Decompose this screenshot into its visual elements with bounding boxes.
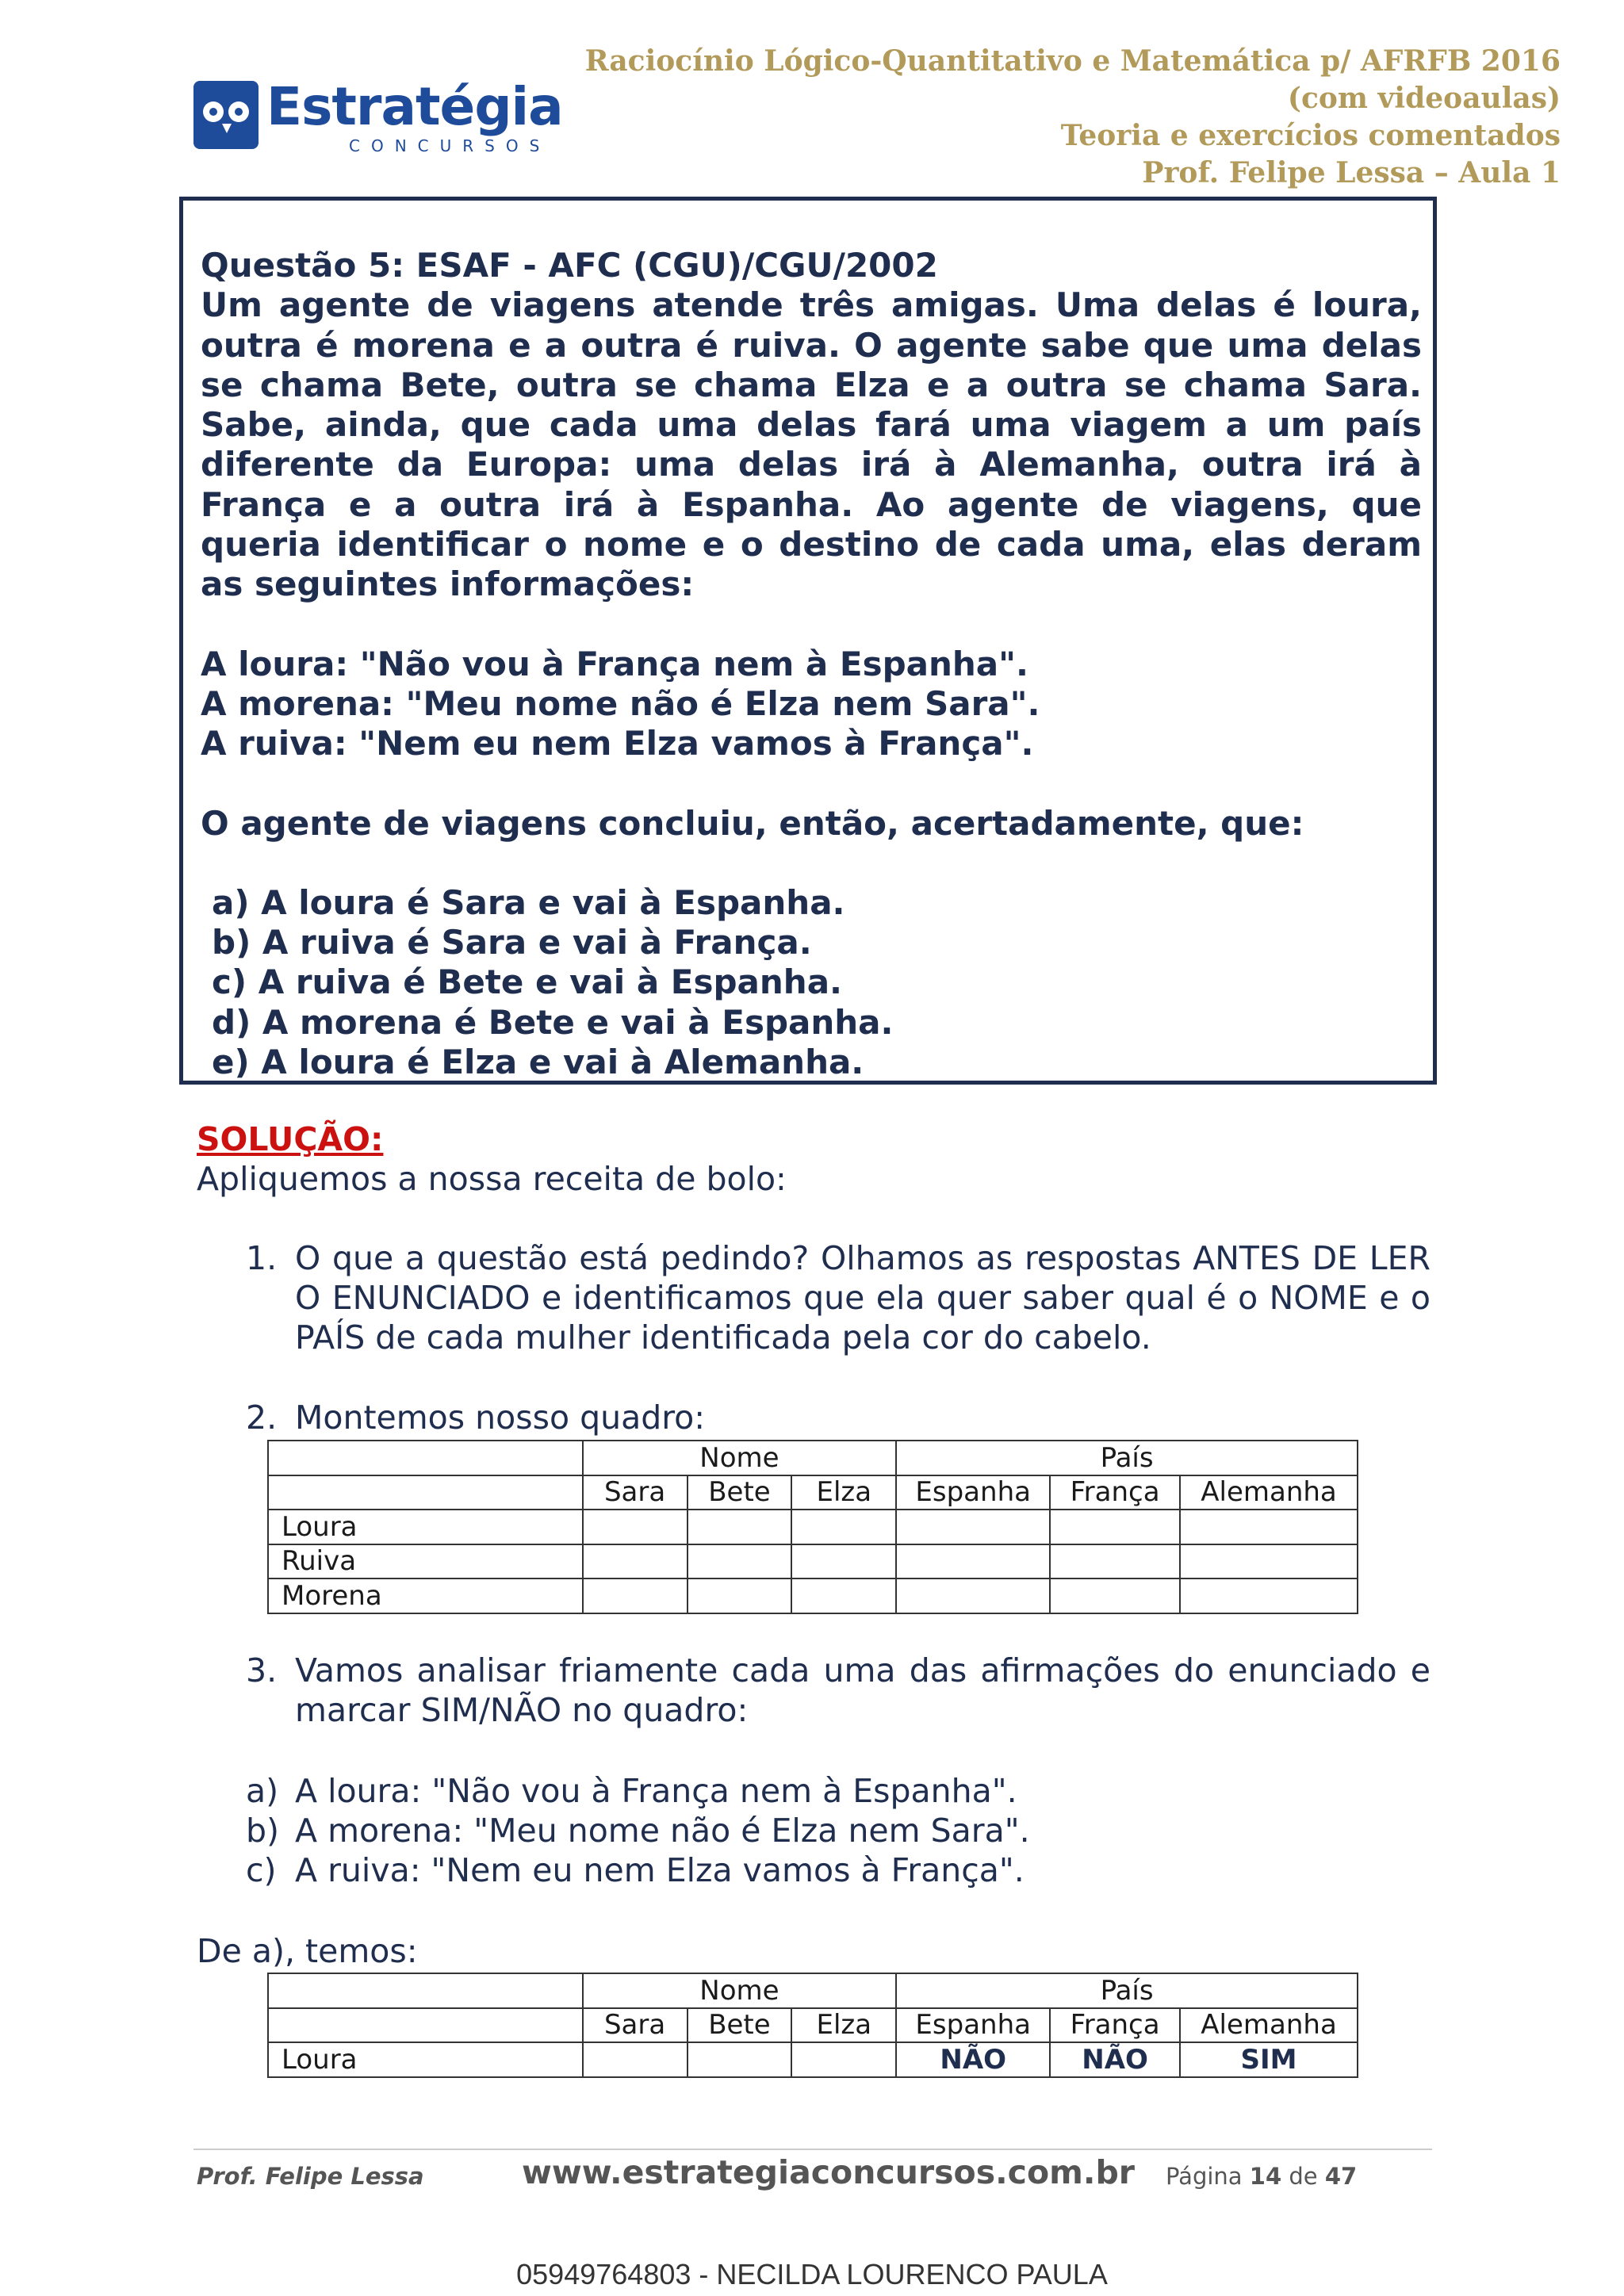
col-header: França xyxy=(1050,2008,1180,2043)
option-c: c) A ruiva é Bete e vai à Espanha. xyxy=(212,962,842,1002)
cell-value xyxy=(791,2042,896,2077)
solution-title: SOLUÇÃO: xyxy=(197,1120,384,1158)
option-b: b) A ruiva é Sara e vai à França. xyxy=(212,923,812,962)
col-header: Espanha xyxy=(896,2008,1050,2043)
question-prompt: O agente de viagens concluiu, então, acertadamente, que: xyxy=(201,803,1304,843)
item-label: c) xyxy=(246,1851,277,1889)
page-number: Página 14 de 47 xyxy=(1166,2163,1358,2190)
row-label: Ruiva xyxy=(268,1544,583,1579)
group-nome-header: Nome xyxy=(583,1441,897,1475)
cell-value: NÃO xyxy=(1050,2042,1180,2077)
licensee-watermark: 05949764803 - NECILDA LOURENCO PAULA xyxy=(516,2258,1108,2290)
col-header: Sara xyxy=(583,1475,688,1510)
row-label: Loura xyxy=(268,1510,583,1544)
cell-value: NÃO xyxy=(896,2042,1050,2077)
step-3-text: Vamos analisar friamente cada uma das afirmações do enunciado e marcar SIM/NÃO no quadro: xyxy=(295,1651,1431,1729)
col-header: Bete xyxy=(688,2008,792,2043)
step-2 xyxy=(246,1398,1431,1437)
group-pais-header: País xyxy=(896,1973,1358,2008)
option-d: d) A morena é Bete e vai à Espanha. xyxy=(212,1002,894,1042)
estrategia-logo xyxy=(193,76,563,155)
step-2-text: Montemos nosso quadro: xyxy=(295,1399,706,1437)
item-label: b) xyxy=(246,1812,280,1850)
table-row xyxy=(268,1544,1358,1579)
footer-url[interactable]: www.estrategiaconcursos.com.br xyxy=(522,2153,1136,2191)
course-header xyxy=(585,43,1561,192)
col-header: Elza xyxy=(791,2008,896,2043)
step-1 xyxy=(246,1238,1431,1357)
question-title: Questão 5: ESAF - AFC (CGU)/CGU/2002 xyxy=(201,246,938,285)
row-label: Morena xyxy=(268,1578,583,1613)
step-3 xyxy=(246,1651,1431,1730)
logo-name: Estratégia xyxy=(266,76,563,137)
col-header: Alemanha xyxy=(1180,1475,1358,1510)
col-header: Alemanha xyxy=(1180,2008,1358,2043)
item-text: A loura: "Não vou à França nem à Espanha". xyxy=(295,1772,1017,1810)
de-a-label: De a), temos: xyxy=(197,1932,418,1970)
col-header: França xyxy=(1050,1475,1180,1510)
analysis-table xyxy=(267,1440,1358,1614)
table-row xyxy=(268,2042,1358,2077)
solution-intro xyxy=(197,1119,1434,1199)
col-header: Sara xyxy=(583,2008,688,2043)
logo-sub: CONCURSOS xyxy=(349,136,551,155)
statement-morena: A morena: "Meu nome não é Elza nem Sara". xyxy=(201,683,1040,723)
step-1-text: O que a questão está pedindo? Olhamos as respostas ANTES DE LER O ENUNCIADO e identificamos que ela quer saber qual é o NOME e o PAÍS de cada mulher identificada pela cor do cabelo. xyxy=(295,1239,1431,1357)
statement-ruiva: A ruiva: "Nem eu nem Elza vamos à França". xyxy=(201,724,1034,763)
col-header: Elza xyxy=(791,1475,896,1510)
group-pais-header: País xyxy=(896,1441,1358,1475)
solution-intro-text: Apliquemos a nossa receita de bolo: xyxy=(197,1160,787,1198)
header-line-3: Teoria e exercícios comentados xyxy=(1060,119,1561,152)
col-header: Espanha xyxy=(896,1475,1050,1510)
header-line-1: Raciocínio Lógico-Quantitativo e Matemática p/ AFRFB 2016 xyxy=(584,44,1561,78)
group-nome-header: Nome xyxy=(583,1973,897,2008)
step-2-number: 2. xyxy=(246,1399,278,1437)
cell-value xyxy=(583,2042,688,2077)
option-e: e) A loura é Elza e vai à Alemanha. xyxy=(212,1043,864,1082)
item-text: A morena: "Meu nome não é Elza nem Sara". xyxy=(295,1812,1030,1850)
cell-value xyxy=(688,2042,792,2077)
header-line-2: (com videoaulas) xyxy=(1287,82,1561,115)
statement-loura: A loura: "Não vou à França nem à Espanha". xyxy=(201,644,1028,683)
item-label: a) xyxy=(246,1772,279,1810)
loura-table xyxy=(267,1973,1358,2078)
cell-value: SIM xyxy=(1180,2042,1358,2077)
statement-list xyxy=(246,1771,1431,1890)
question-body: Um agente de viagens atende três amigas. Uma delas é loura, outra é morena e a outra é ruiva. O agente sabe que uma delas se chama Bete, outra se chama Elza e a outra se chama Sara. Sabe, ainda, que cada uma delas fará uma viagem a um país diferente da Europa: uma delas irá à Alemanha, outra irá à França e a outra irá à Espanha. Ao agente de viagens, que queria identificar o nome e o destino de cada uma, elas deram as seguintes informações: xyxy=(201,285,1422,604)
step-3-number: 3. xyxy=(246,1651,278,1689)
step-1-number: 1. xyxy=(246,1239,278,1277)
table-row xyxy=(268,1510,1358,1544)
row-label: Loura xyxy=(268,2042,583,2077)
table-row xyxy=(268,1578,1358,1613)
footer-professor: Prof. Felipe Lessa xyxy=(197,2163,424,2190)
footer-divider xyxy=(193,2149,1432,2150)
question-box xyxy=(179,197,1437,1085)
col-header: Bete xyxy=(688,1475,792,1510)
header-line-4: Prof. Felipe Lessa – Aula 1 xyxy=(1142,156,1561,189)
owl-logo-icon xyxy=(193,81,259,149)
option-a: a) A loura é Sara e vai à Espanha. xyxy=(212,882,845,922)
item-text: A ruiva: "Nem eu nem Elza vamos à França". xyxy=(295,1851,1025,1889)
